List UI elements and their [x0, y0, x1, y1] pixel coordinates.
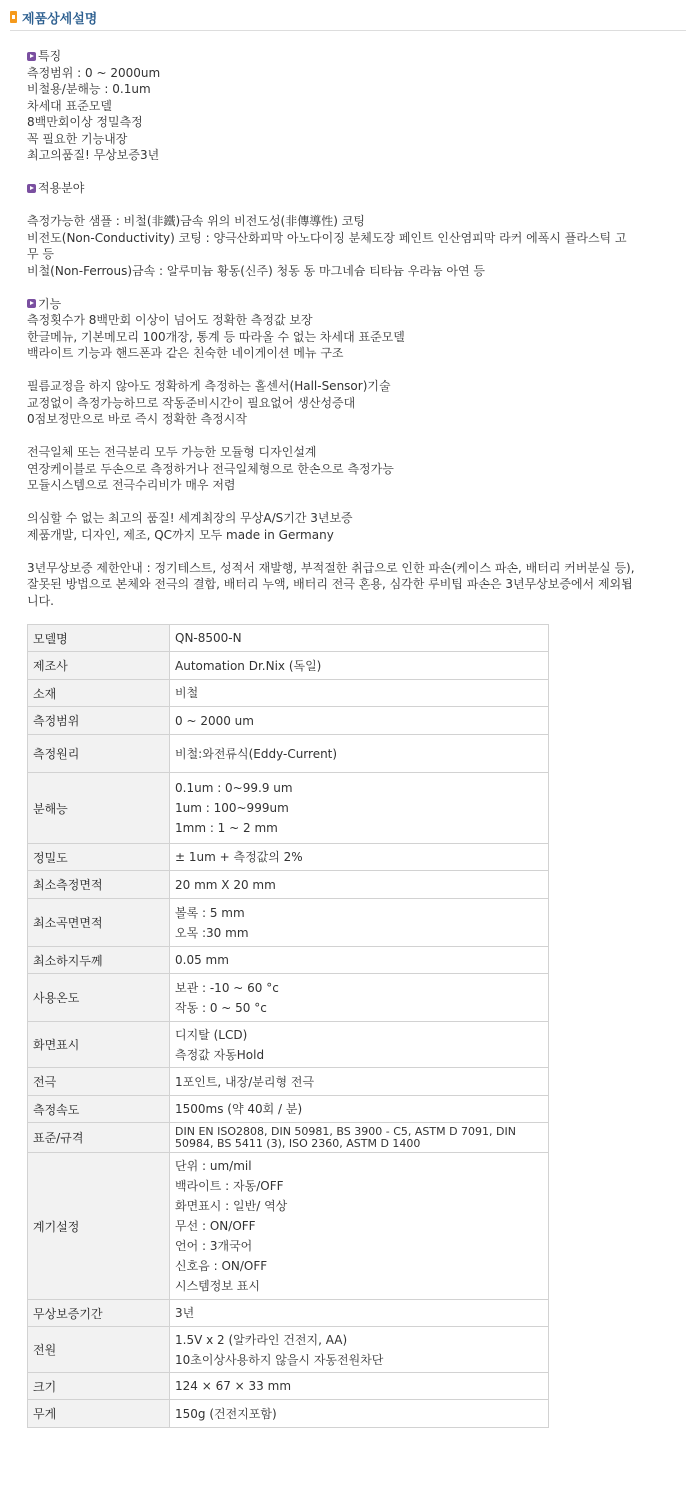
table-row	[28, 707, 549, 735]
spec-label: 전원	[28, 1327, 170, 1373]
table-row	[28, 1068, 549, 1096]
section-title: 제품상세설명	[22, 12, 98, 27]
functions-line: 전극일체 또는 전극분리 모두 가능한 모듈형 디자인설계	[27, 445, 317, 459]
applications-line: 비전도(Non-Conductivity) 코팅 : 양극산화피막 아노다이징 분체도장 페인트 인산염피막 라커 에폭시 플라스틱 고무 등	[27, 230, 627, 261]
table-row	[28, 773, 549, 844]
spec-value: 0.1um : 0~99.9 um 1um : 100~999um 1mm : 1 ~ 2 mm	[170, 773, 549, 844]
spec-label: 정밀도	[28, 844, 170, 871]
warranty-note: 3년무상보증 제한안내 : 정기테스트, 성적서 재발행, 부적절한 취급으로 인한 파손(케이스 파손, 배터리 커버분실 등), 잘못된 방법으로 본체와 전극의 결합, 배터리 누액, 배터리 전극 혼용, 심각한 루비팁 파손은 3년무상보증에서 제외됩니다.	[27, 560, 635, 608]
applications-heading	[27, 180, 667, 197]
spec-value: 비철:와전류식(Eddy-Current)	[170, 735, 549, 773]
spec-label: 제조사	[28, 652, 170, 680]
spec-label: 화면표시	[28, 1022, 170, 1068]
table-row	[28, 1300, 549, 1327]
features-section	[27, 48, 667, 164]
functions-line: 한글메뉴, 기본메모리 100개장, 통계 등 따라올 수 없는 차세대 표준모델	[27, 329, 405, 344]
functions-section	[27, 296, 667, 610]
table-row	[28, 871, 549, 899]
spec-value: 1.5V x 2 (알카라인 건전지, AA) 10초이상사용하지 않을시 자동전원차단	[170, 1327, 549, 1373]
spec-label: 소재	[28, 680, 170, 707]
section-header	[10, 6, 686, 31]
arrow-bullet-icon	[27, 299, 36, 308]
spec-table	[27, 624, 549, 1428]
spec-value: QN-8500-N	[170, 625, 549, 652]
functions-heading	[27, 296, 667, 313]
spec-value: 1500ms (약 40회 / 분)	[170, 1096, 549, 1123]
spec-label: 최소곡면면적	[28, 899, 170, 947]
applications-title: 적용분야	[38, 181, 85, 195]
spec-value: 20 mm X 20 mm	[170, 871, 549, 899]
arrow-bullet-icon	[27, 52, 36, 61]
functions-line: 모듈시스템으로 전극수리비가 매우 저렴	[27, 478, 236, 492]
spec-value: 3년	[170, 1300, 549, 1327]
features-title: 특징	[38, 49, 62, 63]
table-row	[28, 680, 549, 707]
spec-label: 무게	[28, 1400, 170, 1428]
spec-label: 전극	[28, 1068, 170, 1096]
spec-label: 최소측정면적	[28, 871, 170, 899]
functions-line: 백라이트 기능과 핸드폰과 같은 친숙한 네이게이션 메뉴 구조	[27, 346, 344, 360]
spec-label: 측정속도	[28, 1096, 170, 1123]
features-line: 8백만회이상 정밀측정	[27, 115, 143, 129]
applications-section	[27, 180, 667, 279]
spec-label: 모델명	[28, 625, 170, 652]
spec-label: 계기설정	[28, 1153, 170, 1300]
table-row	[28, 1373, 549, 1400]
table-row	[28, 1400, 549, 1428]
spec-label: 분해능	[28, 773, 170, 844]
features-line: 측정범위 : 0 ~ 2000um	[27, 65, 161, 80]
spec-label: 측정원리	[28, 735, 170, 773]
table-row	[28, 1022, 549, 1068]
spec-value: 볼록 : 5 mm 오목 :30 mm	[170, 899, 549, 947]
spec-value: 디지탈 (LCD) 측정값 자동Hold	[170, 1022, 549, 1068]
applications-line: 비철(Non-Ferrous)금속 : 알루미늄 황동(신주) 청동 동 마그네슘 티타늄 우라늄 아연 등	[27, 263, 485, 278]
table-row	[28, 947, 549, 974]
spec-label: 사용온도	[28, 974, 170, 1022]
spec-value: 보관 : -10 ~ 60 °c 작동 : 0 ~ 50 °c	[170, 974, 549, 1022]
spec-value: 124 × 67 × 33 mm	[170, 1373, 549, 1400]
spec-value: 1포인트, 내장/분리형 전극	[170, 1068, 549, 1096]
functions-line: 의심할 수 없는 최고의 품질! 세계최장의 무상A/S기간 3년보증	[27, 511, 353, 525]
spec-label: 최소하지두께	[28, 947, 170, 974]
spec-value: Automation Dr.Nix (독일)	[170, 652, 549, 680]
functions-line: 제품개발, 디자인, 제조, QC까지 모두 made in Germany	[27, 527, 334, 542]
table-row	[28, 1123, 549, 1153]
spec-label: 측정범위	[28, 707, 170, 735]
arrow-bullet-icon	[27, 184, 36, 193]
header-marker-icon	[10, 11, 17, 23]
features-line: 꼭 필요한 기능내장	[27, 131, 128, 146]
table-row	[28, 899, 549, 947]
features-line: 차세대 표준모델	[27, 98, 112, 113]
spec-value: DIN EN ISO2808, DIN 50981, BS 3900 - C5, ASTM D 7091, DIN 50984, BS 5411 (3), ISO 2360, ASTM D 1400	[170, 1123, 549, 1153]
table-row	[28, 844, 549, 871]
table-row	[28, 1327, 549, 1373]
table-row	[28, 735, 549, 773]
spec-value: 150g (건전지포함)	[170, 1400, 549, 1428]
table-row	[28, 652, 549, 680]
spec-label: 무상보증기간	[28, 1300, 170, 1327]
functions-line: 교정없이 측정가능하므로 작동준비시간이 필요없어 생산성증대	[27, 395, 356, 410]
spec-label: 크기	[28, 1373, 170, 1400]
table-row	[28, 1096, 549, 1123]
functions-line: 측정횟수가 8백만회 이상이 넘어도 정확한 측정값 보장	[27, 313, 313, 327]
functions-title: 기능	[38, 296, 62, 311]
functions-line: 필름교정을 하지 않아도 정확하게 측정하는 홀센서(Hall-Sensor)기술	[27, 379, 391, 393]
features-line: 최고의품질! 무상보증3년	[27, 148, 160, 162]
spec-value: ± 1um + 측정값의 2%	[170, 844, 549, 871]
description-body	[27, 48, 667, 609]
features-heading	[27, 48, 667, 65]
spec-value: 0 ~ 2000 um	[170, 707, 549, 735]
functions-line: 0점보정만으로 바로 즉시 정확한 측정시작	[27, 412, 247, 426]
applications-line: 측정가능한 샘플 : 비철(非鐵)금속 위의 비전도성(非傳導性) 코팅	[27, 214, 365, 228]
spec-value: 0.05 mm	[170, 947, 549, 974]
spec-label: 표준/규격	[28, 1123, 170, 1153]
features-line: 비철용/분해능 : 0.1um	[27, 82, 151, 96]
table-row	[28, 1153, 549, 1300]
spec-value: 단위 : um/mil 백라이트 : 자동/OFF 화면표시 : 일반/ 역상 무선 : ON/OFF 언어 : 3개국어 신호음 : ON/OFF 시스템정보 표시	[170, 1153, 549, 1300]
spec-value: 비철	[170, 680, 549, 707]
table-row	[28, 974, 549, 1022]
functions-line: 연장케이블로 두손으로 측정하거나 전극일체형으로 한손으로 측정가능	[27, 461, 394, 476]
table-row	[28, 625, 549, 652]
